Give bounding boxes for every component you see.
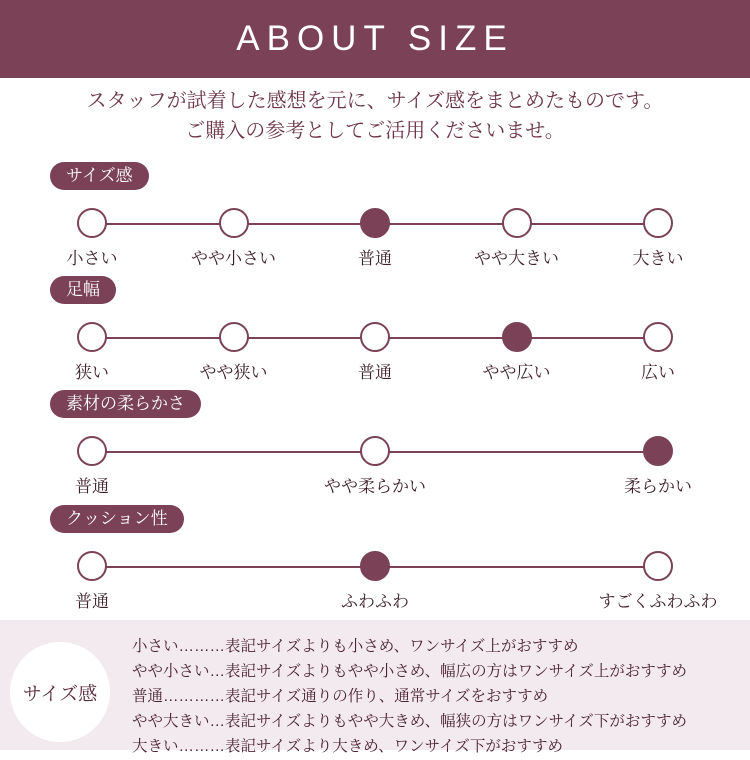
- scale-node[interactable]: [588, 206, 728, 269]
- scale-node-label: 小さい: [66, 249, 118, 268]
- scale-node-label: すごくふわふわ: [598, 592, 718, 611]
- scale-dot[interactable]: [219, 208, 249, 238]
- scale-node[interactable]: [22, 549, 162, 612]
- scale-node[interactable]: [447, 206, 587, 269]
- scale-node[interactable]: [447, 320, 587, 383]
- footer-badge: サイズ感: [10, 642, 110, 742]
- scale-dot-selected[interactable]: [360, 208, 390, 238]
- scale-node-label: やや小さい: [191, 249, 276, 268]
- scale-node-label: 普通: [75, 477, 109, 496]
- scale-track: [0, 549, 750, 611]
- scale-node-label: やや広い: [482, 363, 551, 382]
- scale-node[interactable]: [305, 320, 445, 383]
- section-foot-width: [0, 276, 750, 382]
- scale-track: [0, 434, 750, 496]
- scale-dot[interactable]: [360, 436, 390, 466]
- scale-dot[interactable]: [643, 208, 673, 238]
- page-title: ABOUT SIZE: [236, 19, 514, 58]
- scale-node[interactable]: [305, 206, 445, 269]
- scale-node-label: 普通: [75, 592, 109, 611]
- scale-node[interactable]: [588, 320, 728, 383]
- section-tag: クッション性: [50, 505, 184, 533]
- section-tag-wrap: [0, 505, 750, 533]
- scale-node[interactable]: [305, 434, 445, 497]
- scale-dot[interactable]: [77, 322, 107, 352]
- scale-dot[interactable]: [77, 436, 107, 466]
- scale-node-label: 大きい: [632, 249, 684, 268]
- scale-dot[interactable]: [219, 322, 249, 352]
- footer-legend-line: 普通…………表記サイズ通りの作り、通常サイズをおすすめ: [132, 688, 549, 706]
- scale-dot[interactable]: [77, 551, 107, 581]
- section-tag: サイズ感: [50, 162, 149, 190]
- footer-legend-line: 小さい………表記サイズよりも小さめ、ワンサイズ上がおすすめ: [132, 638, 579, 655]
- scale-node[interactable]: [164, 320, 304, 383]
- scale-node[interactable]: [588, 549, 728, 612]
- footer-legend-lines: [132, 634, 687, 760]
- section-size-feel: [0, 162, 750, 268]
- scale-node-label: 狭い: [75, 363, 109, 382]
- scale-node[interactable]: [22, 206, 162, 269]
- scale-dot-selected[interactable]: [360, 551, 390, 581]
- scale-node-label: やや大きい: [474, 249, 559, 268]
- scale-node-label: ふわふわ: [341, 592, 409, 611]
- scale-dot[interactable]: [77, 208, 107, 238]
- footer-legend-line: 大きい………表記サイズより大きめ、ワンサイズ下がおすすめ: [132, 738, 564, 756]
- section-tag: 素材の柔らかさ: [50, 390, 201, 418]
- scale-dot[interactable]: [502, 208, 532, 238]
- scale-dot[interactable]: [643, 551, 673, 581]
- footer-legend-line: やや大きい…表記サイズよりもやや大きめ、幅狭の方はワンサイズ下がおすすめ: [132, 713, 688, 731]
- section-tag: 足幅: [50, 276, 116, 304]
- scale-track: [0, 320, 750, 382]
- section-tag-wrap: [0, 390, 750, 418]
- intro-text: [0, 86, 750, 146]
- scale-node[interactable]: [588, 434, 728, 497]
- scale-node-label: やや柔らかい: [324, 477, 426, 496]
- scale-node[interactable]: [164, 206, 304, 269]
- scale-dot-selected[interactable]: [643, 436, 673, 466]
- section-material-softness: [0, 390, 750, 496]
- section-tag-wrap: [0, 162, 750, 190]
- scale-dot[interactable]: [643, 322, 673, 352]
- scale-node[interactable]: [22, 434, 162, 497]
- scale-track: [0, 206, 750, 268]
- header-band: [0, 0, 750, 78]
- scale-dot[interactable]: [360, 322, 390, 352]
- scale-node[interactable]: [305, 549, 445, 612]
- intro-line-2: ご購入の参考としてご活用くださいませ。: [185, 120, 565, 142]
- scale-node-label: 広い: [641, 363, 675, 382]
- footer-legend-line: やや小さい…表記サイズよりもやや小さめ、幅広の方はワンサイズ上がおすすめ: [132, 663, 688, 681]
- scale-node-label: やや狭い: [199, 363, 268, 382]
- scale-node[interactable]: [22, 320, 162, 383]
- footer-legend: [0, 620, 750, 756]
- scale-node-label: 柔らかい: [624, 477, 692, 496]
- intro-line-1: スタッフが試着した感想を元に、サイズ感をまとめたものです。: [86, 90, 664, 112]
- section-tag-wrap: [0, 276, 750, 304]
- section-cushioning: [0, 505, 750, 611]
- scale-node-label: 普通: [358, 249, 392, 268]
- scale-dot-selected[interactable]: [502, 322, 532, 352]
- scale-node-label: 普通: [358, 363, 392, 382]
